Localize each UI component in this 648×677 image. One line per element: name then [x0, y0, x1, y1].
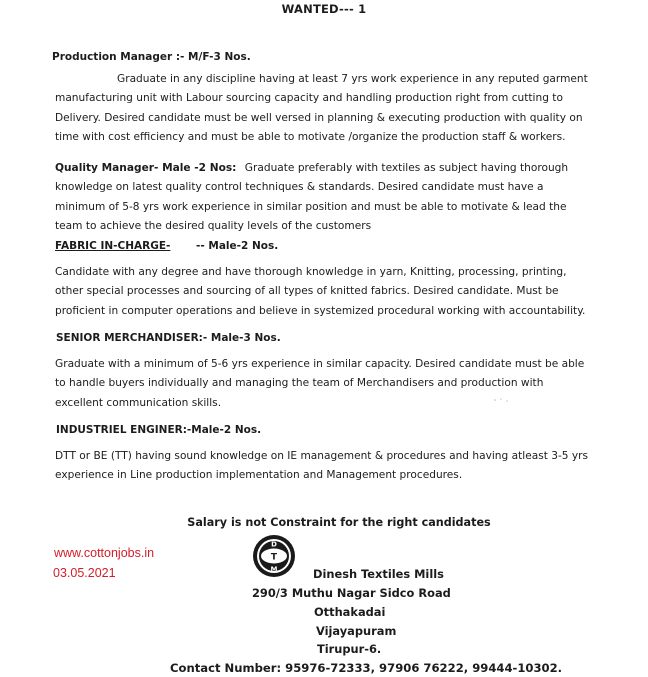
address-street: 290/3 Muthu Nagar Sidco Road [252, 586, 451, 600]
quality-line-1: Graduate preferably with textiles as subject having thorough [244, 162, 569, 174]
contact-numbers: Contact Number: 95976-72333, 97906 76222, 99444-10302. [170, 661, 563, 675]
fabric-incharge-description [55, 263, 595, 321]
production-line-4: time with cost efficiency and must be able to motivate /organize the production staff & workers. [55, 130, 566, 143]
posting-date: 03.05.2021 [53, 566, 116, 580]
industrial-engineer-heading: INDUSTRIEL ENGINER:-Male-2 Nos. [56, 424, 262, 436]
quality-line-4: team to achieve the desired quality levels of the customers [55, 219, 372, 232]
fabric-incharge-heading [55, 240, 278, 252]
fabric-line-2: other special processes and sourcing of all types of knitted fabrics. Desired candidate. Must be [55, 285, 559, 298]
dtm-logo-icon [252, 534, 296, 578]
address-area: Otthakadai [314, 605, 386, 619]
quality-manager-description [55, 159, 595, 236]
logo-letter-t: T [270, 552, 278, 563]
merchandiser-line-3: excellent communication skills. [55, 396, 222, 409]
merchandiser-line-1: Graduate with a minimum of 5-6 yrs experience in similar capacity. Desired candidate must be able [55, 358, 585, 370]
engineer-line-1: DTT or BE (TT) having sound knowledge on IE management & procedures and having atleast 3-5 yrs [55, 450, 589, 462]
production-line-3: Delivery. Desired candidate must be well versed in planning & executing production with quality on [55, 111, 583, 124]
quality-manager-heading: Quality Manager- Male -2 Nos: [55, 162, 237, 174]
merchandiser-line-2: to handle buyers individually and managing the team of Merchandisers and production with [55, 377, 544, 390]
fabric-incharge-count: -- Male-2 Nos. [196, 240, 279, 252]
production-line-2: manufacturing unit with Labour sourcing capacity and handling production right from cutting to [55, 92, 563, 105]
production-line-1: Graduate in any discipline having at least 7 yrs work experience in any reputed garment [117, 73, 588, 85]
scan-speck [492, 397, 512, 403]
fabric-line-1: Candidate with any degree and have thorough knowledge in yarn, Knitting, processing, printing, [55, 266, 567, 278]
salary-note: Salary is not Constraint for the right candidates [187, 516, 491, 529]
engineer-line-2: experience in Line production implementation and Management procedures. [55, 469, 463, 482]
senior-merchandiser-description [55, 355, 595, 413]
logo-letter-d: D [271, 540, 277, 549]
fabric-incharge-title: FABRIC IN-CHARGE- [55, 240, 171, 252]
fabric-line-3: proficient in computer operations and believe in systemized procedural working with accountability. [55, 304, 586, 317]
website-link[interactable]: www.cottonjobs.in [54, 546, 155, 560]
company-name: Dinesh Textiles Mills [313, 567, 444, 581]
production-manager-heading: Production Manager :- M/F-3 Nos. [52, 51, 251, 63]
production-manager-description [55, 70, 595, 147]
logo-letter-m: M [270, 565, 278, 574]
address-city: Tirupur-6. [317, 642, 382, 656]
quality-line-3: minimum of 5-8 yrs work experience in similar position and must be able to motivate & lead the [55, 200, 567, 213]
industrial-engineer-description [55, 447, 595, 486]
quality-line-2: knowledge on latest quality control techniques & standards. Desired candidate must have a [55, 181, 544, 194]
page-title: WANTED--- 1 [281, 2, 367, 16]
senior-merchandiser-heading: SENIOR MERCHANDISER:- Male-3 Nos. [56, 332, 281, 344]
address-locality: Vijayapuram [316, 624, 397, 638]
